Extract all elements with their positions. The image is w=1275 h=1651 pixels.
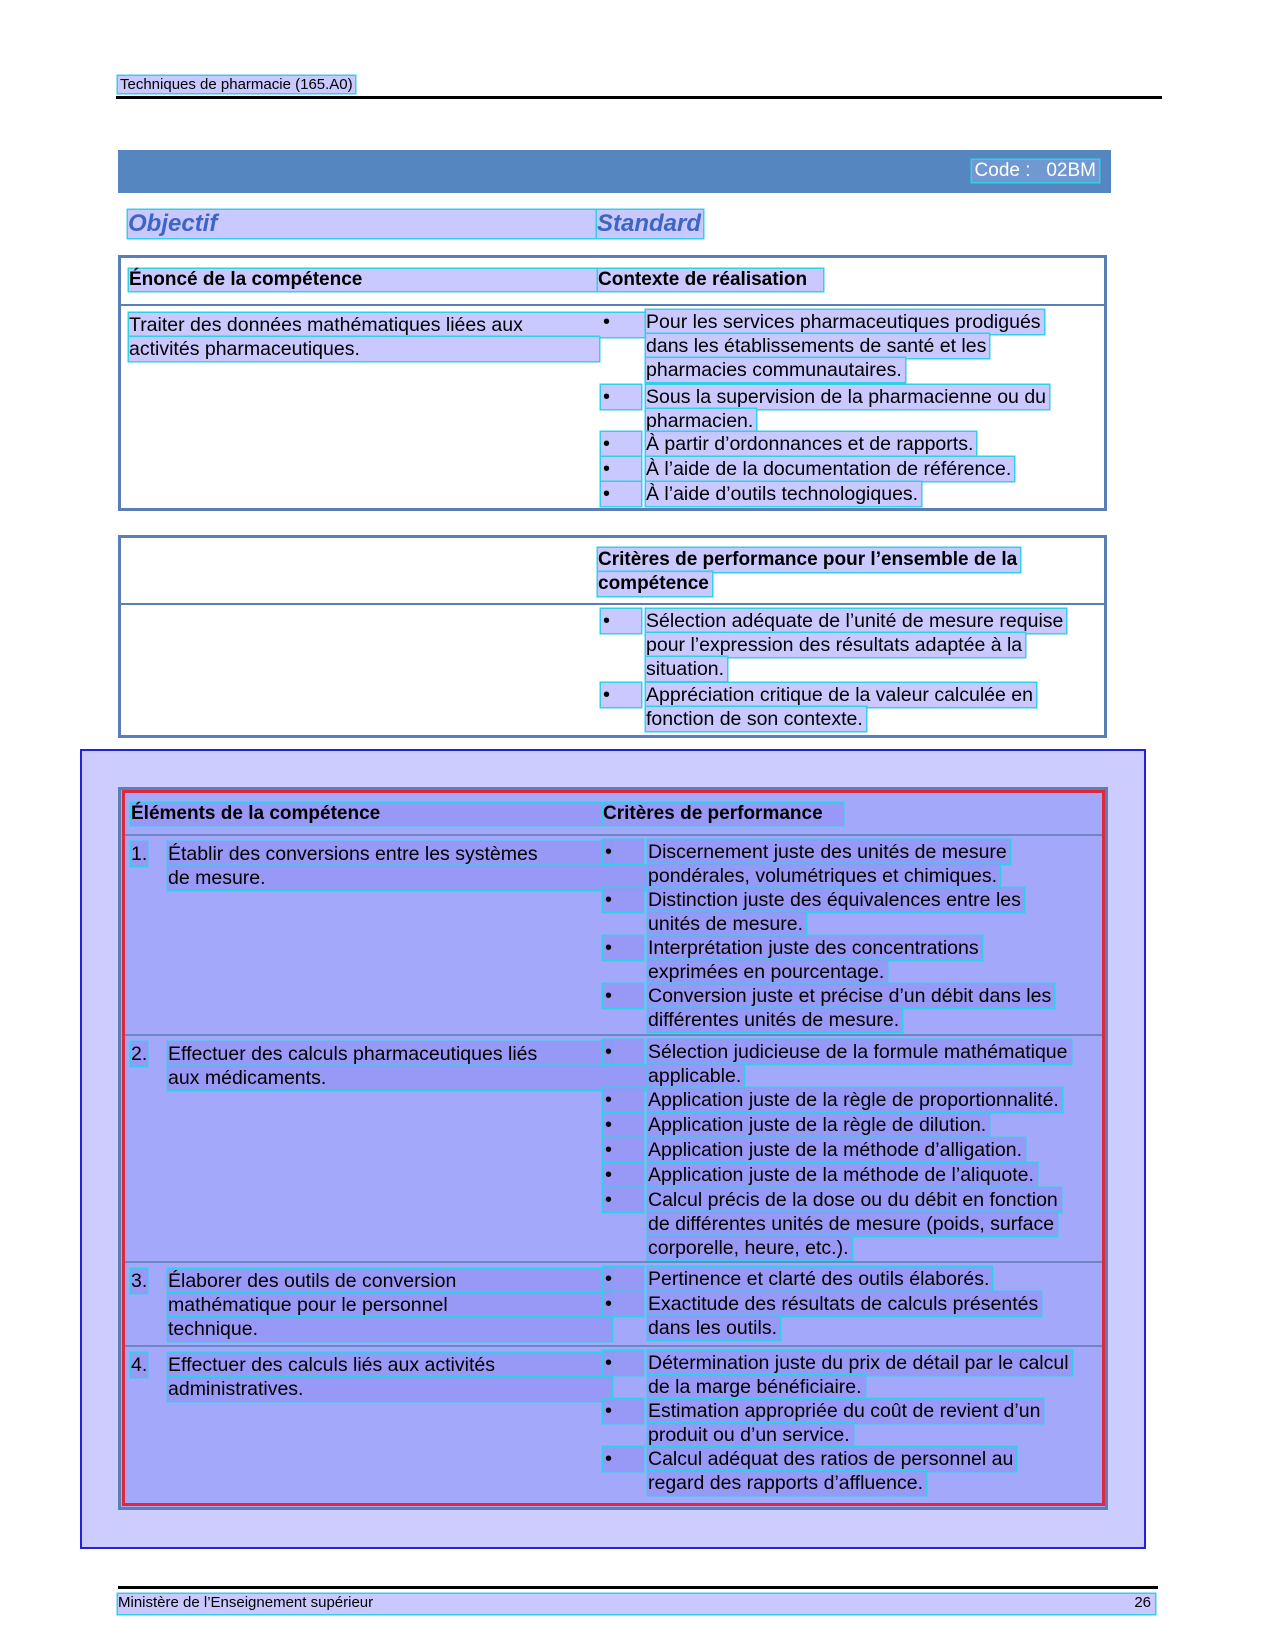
- criterion-line: exprimées en pourcentage.: [648, 960, 887, 984]
- competence-statement-heading: Énoncé de la compétence: [129, 269, 601, 291]
- bullet-icon: [601, 609, 641, 633]
- criterion-line: produit ou d’un service.: [648, 1423, 853, 1447]
- criterion-line: de différentes unités de mesure (poids, surface: [648, 1212, 1057, 1236]
- criterion-line: regard des rapports d’affluence.: [648, 1471, 926, 1495]
- criteria-heading: Critères de performance: [603, 803, 843, 825]
- criterion-line: pondérales, volumétriques et chimiques.: [648, 864, 1000, 888]
- footer-rule: [118, 1586, 1158, 1589]
- criterion-line: Exactitude des résultats de calculs présentés: [648, 1292, 1041, 1316]
- criterion-line: Calcul adéquat des ratios de personnel au: [648, 1447, 1016, 1471]
- overall-criteria-heading: [598, 548, 1020, 596]
- criterion-line: Estimation appropriée du coût de revient d’un: [648, 1399, 1043, 1423]
- selection-frame: [122, 790, 1105, 1506]
- program-title: Techniques de pharmacie (165.A0): [120, 76, 353, 93]
- standard-heading: Standard: [597, 210, 702, 237]
- criterion-line: Application juste de la méthode de l’aliquote.: [648, 1163, 1037, 1187]
- element-number: 4.: [131, 1354, 148, 1376]
- bullet-icon: [601, 310, 641, 334]
- element-line: Élaborer des outils de conversion: [168, 1269, 612, 1293]
- bullet-icon: [601, 482, 641, 506]
- context-line: Pour les services pharmaceutiques prodigués: [646, 310, 1044, 334]
- competence-statement: [129, 313, 645, 361]
- criterion-line: Sélection judicieuse de la formule mathématique: [648, 1040, 1071, 1064]
- statement-line: Traiter des données mathématiques liées aux: [129, 313, 645, 337]
- criterion-line: Sélection adéquate de l’unité de mesure requise: [646, 609, 1066, 633]
- code-bar: [118, 150, 1111, 193]
- ministry-name: Ministère de l’Enseignement supérieur: [118, 1594, 374, 1611]
- criterion-line: Application juste de la règle de dilution.: [648, 1113, 989, 1137]
- criterion-line: pour l’expression des résultats adaptée à la: [646, 633, 1025, 657]
- footer: [118, 1594, 1155, 1614]
- criterion-line: Appréciation critique de la valeur calculée en: [646, 683, 1036, 707]
- criterion-line: Distinction juste des équivalences entre les: [648, 888, 1024, 912]
- context-line: pharmacies communautaires.: [646, 358, 905, 382]
- element-line: mathématique pour le personnel: [168, 1293, 612, 1317]
- heading-line: Critères de performance pour l’ensemble de la: [598, 548, 1020, 572]
- criterion-line: fonction de son contexte.: [646, 707, 866, 731]
- bullet-icon: [601, 683, 641, 707]
- bullet-icon: [601, 457, 641, 481]
- element-number: 3.: [131, 1270, 148, 1292]
- context-line: À l’aide d’outils technologiques.: [646, 482, 921, 506]
- context-line: À partir d’ordonnances et de rapports.: [646, 432, 976, 456]
- criterion-line: situation.: [646, 657, 727, 681]
- context-line: Sous la supervision de la pharmacienne ou du: [646, 385, 1049, 409]
- heading-line: compétence: [598, 572, 712, 596]
- element-line: Effectuer des calculs pharmaceutiques liés: [168, 1042, 612, 1066]
- element-line: de mesure.: [168, 866, 652, 890]
- criterion-line: corporelle, heure, etc.).: [648, 1236, 852, 1260]
- criterion-line: Calcul précis de la dose ou du débit en fonction: [648, 1188, 1061, 1212]
- statement-line: activités pharmaceutiques.: [129, 337, 599, 361]
- elements-heading: Éléments de la compétence: [131, 803, 601, 825]
- competence-box: [118, 255, 1107, 511]
- bullet-icon: [601, 432, 641, 456]
- bullet-icon: [601, 385, 641, 409]
- objectif-heading: Objectif: [128, 210, 598, 238]
- criterion-line: Détermination juste du prix de détail par le calcul: [648, 1351, 1072, 1375]
- page-number: 26: [1134, 1594, 1151, 1611]
- context-line: dans les établissements de santé et les: [646, 334, 989, 358]
- criterion-line: dans les outils.: [648, 1316, 780, 1340]
- element-number: 2.: [131, 1043, 148, 1065]
- header-rule: [116, 96, 1162, 99]
- criterion-line: Application juste de la règle de proportionnalité.: [648, 1088, 1062, 1112]
- criterion-line: Conversion juste et précise d’un débit dans les: [648, 984, 1054, 1008]
- criterion-line: Interprétation juste des concentrations: [648, 936, 982, 960]
- element-number: 1.: [131, 843, 148, 865]
- context-line: pharmacien.: [646, 409, 756, 433]
- context-line: À l’aide de la documentation de référence.: [646, 457, 1014, 481]
- element-line: Établir des conversions entre les systèmes: [168, 842, 612, 866]
- criterion-line: différentes unités de mesure.: [648, 1008, 902, 1032]
- criterion-line: applicable.: [648, 1064, 744, 1088]
- element-line: administratives.: [168, 1377, 612, 1401]
- criterion-line: Pertinence et clarté des outils élaborés.: [648, 1267, 992, 1291]
- criterion-line: Discernement juste des unités de mesure: [648, 840, 1010, 864]
- criterion-line: Application juste de la méthode d’alligation.: [648, 1138, 1025, 1162]
- criterion-line: de la marge bénéficiaire.: [648, 1375, 865, 1399]
- overall-criteria-box: [118, 535, 1107, 738]
- element-line: aux médicaments.: [168, 1066, 652, 1090]
- context-heading: Contexte de réalisation: [598, 269, 823, 291]
- element-line: technique.: [168, 1317, 612, 1341]
- criterion-line: unités de mesure.: [648, 912, 806, 936]
- code-label: Code : 02BM: [972, 160, 1099, 182]
- element-line: Effectuer des calculs liés aux activités: [168, 1353, 612, 1377]
